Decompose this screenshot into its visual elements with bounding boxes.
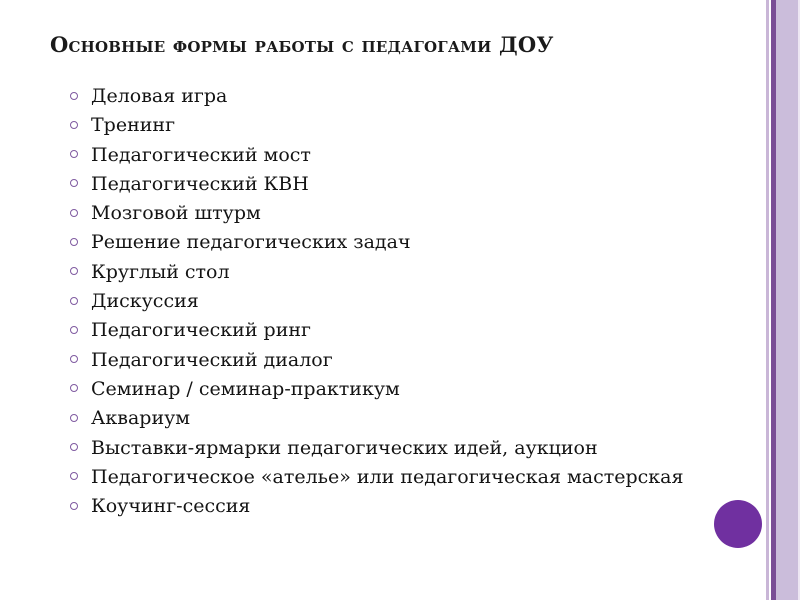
- list-item-label: Тренинг: [91, 114, 176, 137]
- list-item-label: Аквариум: [91, 407, 191, 430]
- list-item-label: Коучинг-сессия: [91, 495, 251, 518]
- decor-stripe-thin: [766, 0, 769, 600]
- list-item-label: Педагогический диалог: [91, 348, 333, 371]
- circle-outline-icon: [70, 267, 78, 275]
- list-item-label: Педагогическое «ателье» или педагогическая мастерская: [91, 465, 684, 488]
- circle-outline-icon: [70, 502, 78, 510]
- circle-outline-icon: [70, 179, 78, 187]
- list-item-label: Решение педагогических задач: [91, 231, 411, 254]
- circle-outline-icon: [70, 355, 78, 363]
- slide-title: Основные формы работы с педагогами ДОУ: [50, 32, 554, 57]
- list-item-label: Деловая игра: [91, 85, 228, 107]
- decor-stripe-wide: [776, 0, 798, 600]
- list-item-label: Педагогический КВН: [91, 172, 309, 195]
- circle-outline-icon: [70, 414, 78, 422]
- list-item-label: Семинар / семинар-практикум: [91, 377, 400, 400]
- circle-outline-icon: [70, 472, 78, 480]
- list-item-label: Педагогический ринг: [91, 319, 311, 342]
- list-item-label: Мозговой штурм: [91, 202, 261, 225]
- list-item-label: Дискуссия: [91, 290, 199, 313]
- circle-outline-icon: [70, 209, 78, 217]
- circle-outline-icon: [70, 150, 78, 158]
- decorative-circle: [714, 500, 762, 548]
- circle-outline-icon: [70, 443, 78, 451]
- list-item-label: Круглый стол: [91, 260, 230, 283]
- circle-outline-icon: [70, 238, 78, 246]
- list-item-label: Педагогический мост: [91, 143, 311, 166]
- circle-outline-icon: [70, 297, 78, 305]
- list-item-label: Выставки-ярмарки педагогических идей, аукцион: [91, 436, 598, 459]
- circle-outline-icon: [70, 92, 78, 100]
- circle-outline-icon: [70, 326, 78, 334]
- circle-outline-icon: [70, 384, 78, 392]
- circle-outline-icon: [70, 121, 78, 129]
